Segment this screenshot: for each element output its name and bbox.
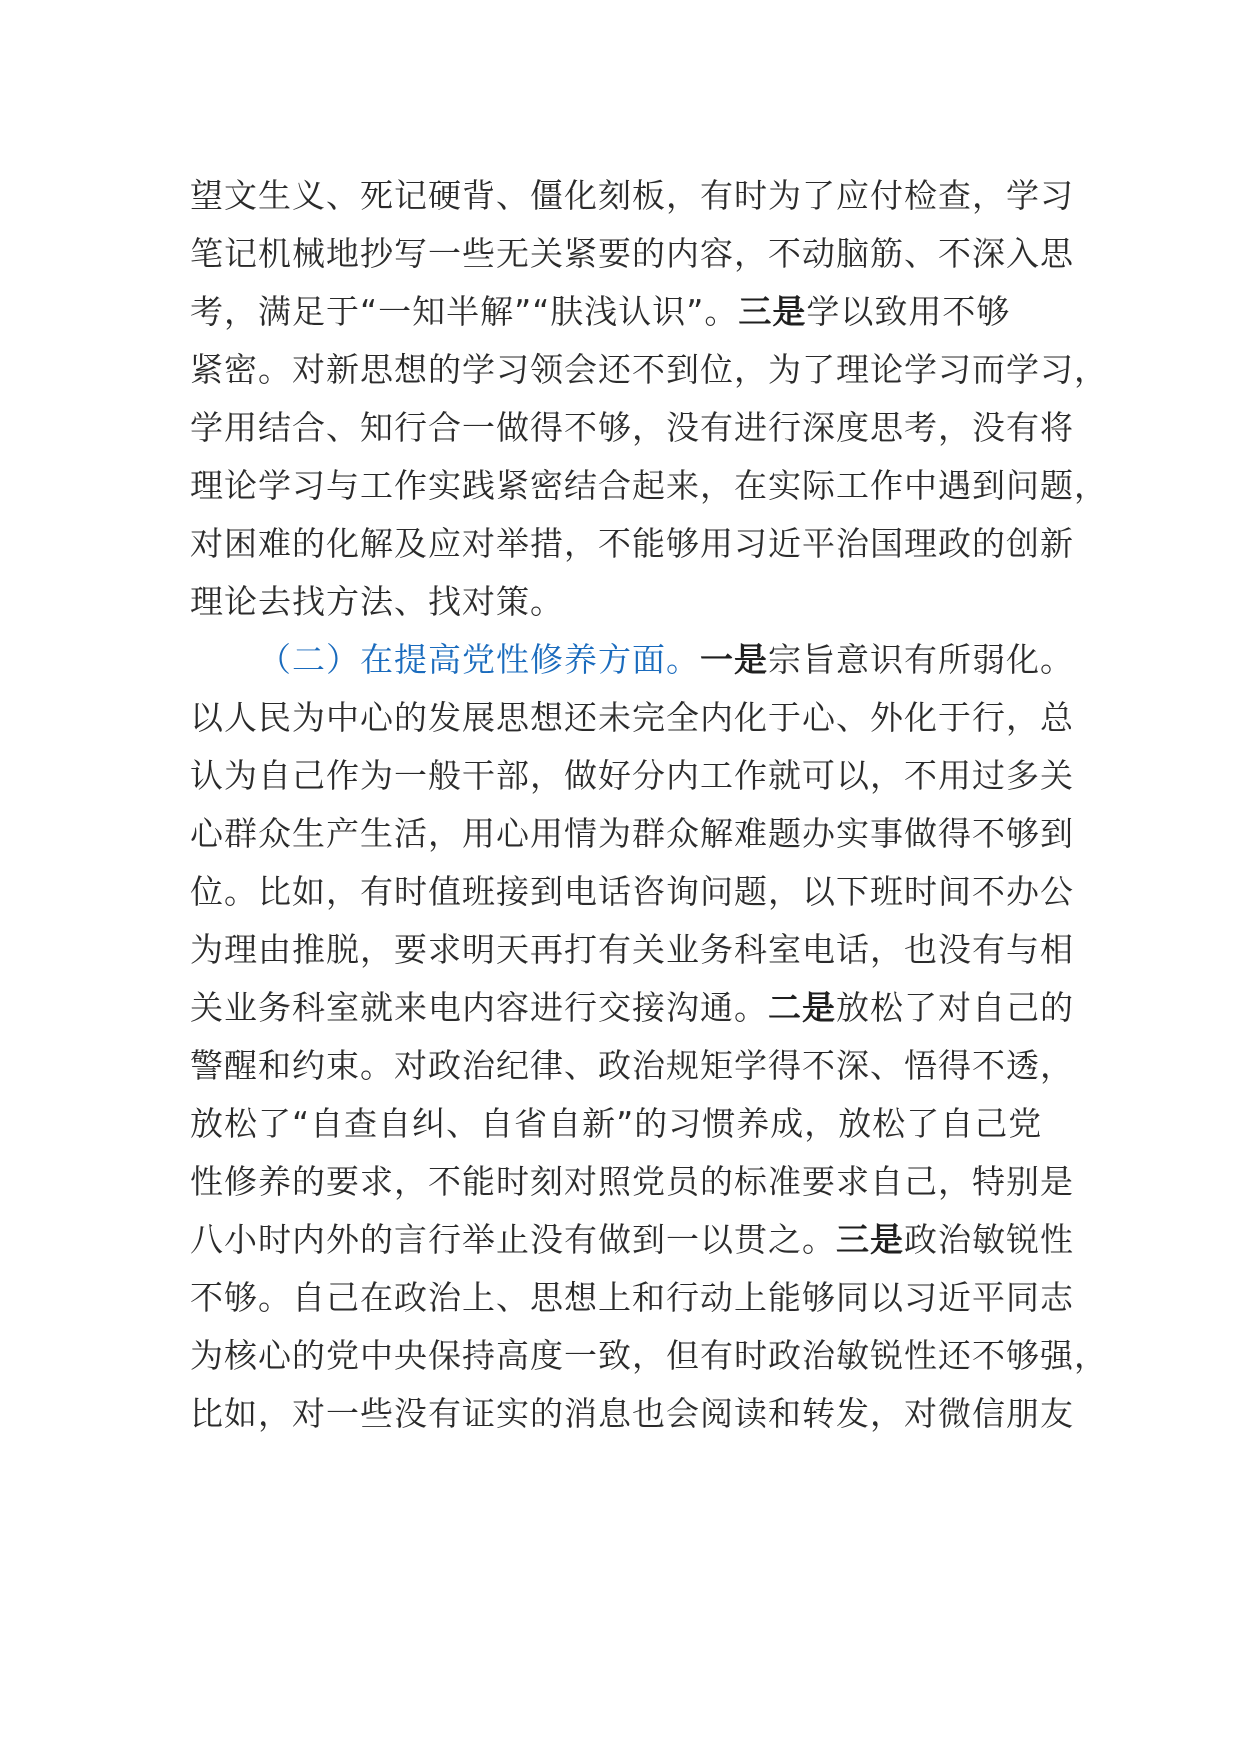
text-line — [190, 1278, 1090, 1318]
text-run: 放松了对自己的 — [836, 988, 1074, 1027]
text-line — [190, 756, 1090, 796]
text-run: 不够。自己在政治上、思想上和行动上能够同以习近平同志 — [190, 1278, 1074, 1317]
text-run: 学以致用不够 — [806, 292, 1011, 331]
text-line — [190, 1336, 1108, 1376]
text-run: 学用结合、知行合一做得不够，没有进行深度思考，没有将 — [190, 408, 1074, 447]
text-line — [190, 1162, 1090, 1202]
text-line — [190, 988, 1090, 1028]
text-run: 为核心的党中央保持高度一致，但有时政治敏锐性还不够强， — [190, 1336, 1108, 1375]
text-line — [190, 1104, 1090, 1144]
text-run: 理论学习与工作实践紧密结合起来，在实际工作中遇到问题， — [190, 466, 1108, 505]
bold-marker: 三是 — [836, 1220, 904, 1259]
text-run: 对困难的化解及应对举措，不能够用习近平治国理政的创新 — [190, 524, 1074, 563]
bold-marker: 二是 — [768, 988, 836, 1027]
text-line — [190, 466, 1108, 506]
text-line — [190, 698, 1090, 738]
section-heading-line — [258, 640, 1090, 680]
text-run: 以人民为中心的发展思想还未完全内化于心、外化于行，总 — [190, 698, 1074, 737]
text-line — [190, 292, 1090, 332]
text-run: 理论去找方法、找对策。 — [190, 582, 564, 621]
text-line — [190, 1220, 1090, 1260]
text-line — [190, 408, 1090, 448]
text-line — [190, 234, 1090, 274]
text-run: 宗旨意识有所弱化。 — [768, 640, 1074, 679]
text-run: 笔记机械地抄写一些无关紧要的内容，不动脑筋、不深入思 — [190, 234, 1074, 273]
text-run: 紧密。对新思想的学习领会还不到位，为了理论学习而学习， — [190, 350, 1108, 389]
text-line — [190, 1394, 1090, 1434]
section-heading: （二）在提高党性修养方面。 — [258, 640, 700, 679]
text-run: 八小时内外的言行举止没有做到一以贯之。 — [190, 1220, 836, 1259]
text-run: 关业务科室就来电内容进行交接沟通。 — [190, 988, 768, 1027]
text-line — [190, 176, 1090, 216]
text-line — [190, 814, 1090, 854]
text-run: 政治敏锐性 — [904, 1220, 1074, 1259]
text-run: 考，满足于“一知半解”“肤浅认识”。 — [190, 292, 739, 331]
text-run: 比如，对一些没有证实的消息也会阅读和转发，对微信朋友 — [190, 1394, 1074, 1433]
text-run: 放松了“自查自纠、自省自新”的习惯养成，放松了自己党 — [190, 1104, 1043, 1143]
text-line — [190, 872, 1090, 912]
text-run: 为理由推脱，要求明天再打有关业务科室电话，也没有与相 — [190, 930, 1074, 969]
text-run: 望文生义、死记硬背、僵化刻板，有时为了应付检查，学习 — [190, 176, 1074, 215]
text-line — [190, 1046, 1090, 1086]
text-run: 性修养的要求，不能时刻对照党员的标准要求自己，特别是 — [190, 1162, 1074, 1201]
bold-marker: 三是 — [738, 292, 807, 331]
bold-marker: 一是 — [700, 640, 768, 679]
text-line — [190, 350, 1108, 390]
text-line — [190, 582, 1090, 622]
text-run: 心群众生产生活，用心用情为群众解难题办实事做得不够到 — [190, 814, 1074, 853]
text-run: 警醒和约束。对政治纪律、政治规矩学得不深、悟得不透， — [190, 1046, 1074, 1085]
text-run: 认为自己作为一般干部，做好分内工作就可以，不用过多关 — [190, 756, 1074, 795]
text-line — [190, 930, 1090, 970]
text-run: 位。比如，有时值班接到电话咨询问题，以下班时间不办公 — [190, 872, 1074, 911]
text-line — [190, 524, 1090, 564]
